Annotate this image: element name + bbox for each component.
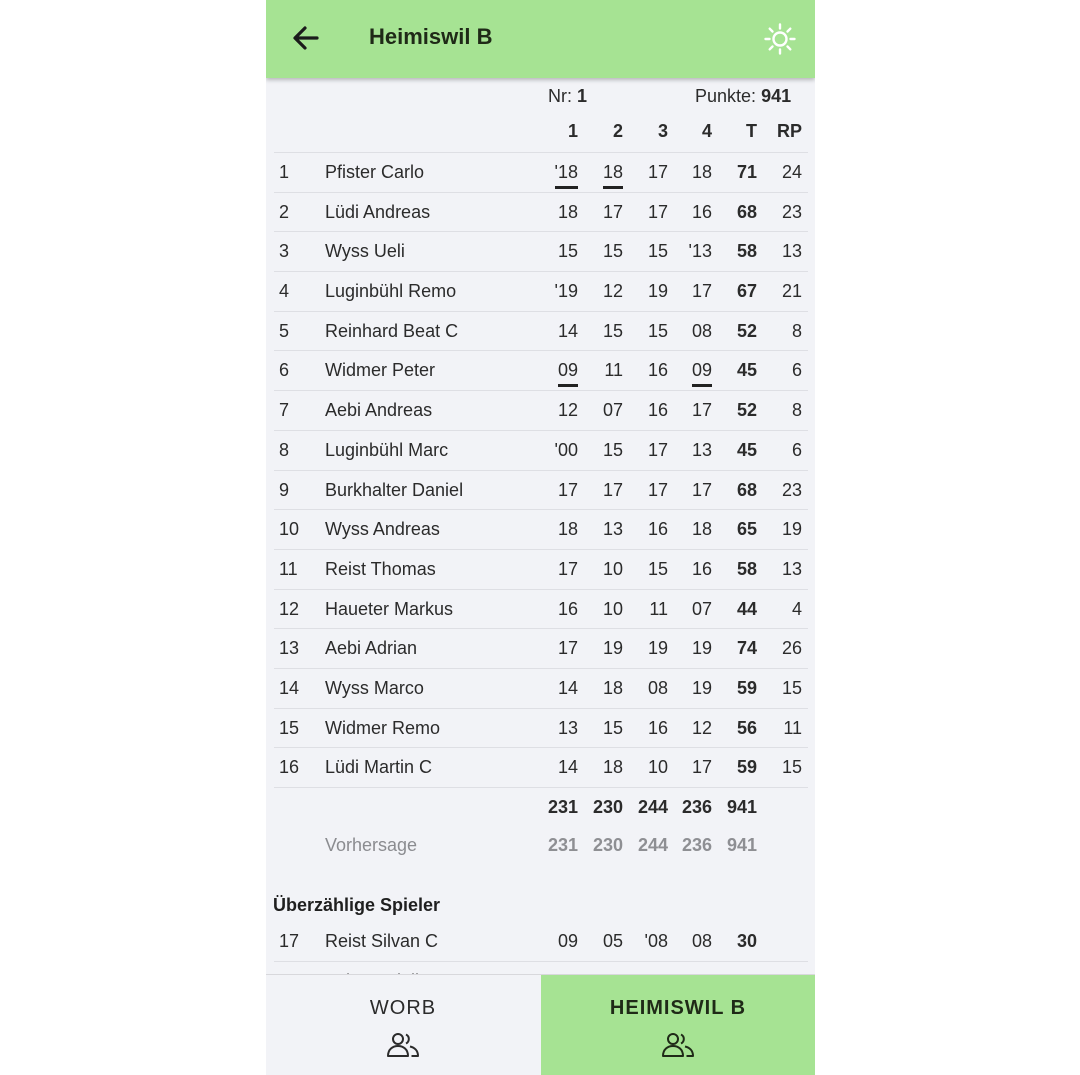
player-name: Aebi Adrian bbox=[325, 638, 418, 659]
score-total: 58 bbox=[736, 241, 757, 262]
score-rp: 15 bbox=[781, 757, 802, 778]
score-rp: 8 bbox=[791, 320, 802, 341]
player-name: Reinhard Beat C bbox=[325, 320, 459, 341]
score-2 bbox=[593, 153, 623, 191]
score-1: 13 bbox=[557, 717, 578, 738]
phone-screen bbox=[266, 0, 815, 1075]
brightness-icon[interactable] bbox=[763, 22, 797, 56]
player-row[interactable] bbox=[274, 271, 808, 311]
score-3: 10 bbox=[647, 757, 668, 778]
score-3: 17 bbox=[647, 479, 668, 500]
player-rank: 13 bbox=[279, 638, 300, 659]
bottom-navigation bbox=[266, 974, 815, 1075]
score-3: 16 bbox=[647, 400, 668, 421]
back-arrow-icon[interactable] bbox=[288, 20, 324, 56]
player-rank: 5 bbox=[279, 320, 290, 341]
score-4: 18 bbox=[691, 162, 712, 182]
score-4: 17 bbox=[691, 479, 712, 500]
score-1: 17 bbox=[557, 558, 578, 579]
score-total: 52 bbox=[736, 320, 757, 341]
score-total: 45 bbox=[736, 360, 757, 381]
score-3: 08 bbox=[647, 677, 668, 698]
score-total: 52 bbox=[736, 400, 757, 421]
team-number: Nr: 1 bbox=[548, 86, 588, 106]
score-2: 15 bbox=[602, 717, 623, 738]
underlined-score: 18 bbox=[603, 159, 623, 189]
score-4: '13 bbox=[688, 241, 712, 262]
score-total: 59 bbox=[736, 677, 757, 698]
player-name: Luginbühl Marc bbox=[325, 439, 449, 460]
score-3: 17 bbox=[647, 201, 668, 222]
score-2: 13 bbox=[602, 519, 623, 540]
score-4: 16 bbox=[691, 558, 712, 579]
totals-row bbox=[274, 787, 808, 826]
score-1: 16 bbox=[557, 598, 578, 619]
player-name: Reist Silvan C bbox=[325, 931, 439, 951]
score-4 bbox=[682, 351, 712, 389]
score-4: 17 bbox=[691, 757, 712, 778]
total-s2: 230 bbox=[593, 797, 624, 817]
column-header: 3 bbox=[657, 121, 668, 141]
score-3: 19 bbox=[647, 638, 668, 659]
player-rank: 11 bbox=[279, 558, 298, 579]
player-list bbox=[266, 152, 815, 1000]
score-rp: 26 bbox=[781, 638, 802, 659]
score-4: 17 bbox=[691, 281, 712, 302]
score-table bbox=[266, 78, 815, 974]
score-2: 15 bbox=[602, 439, 623, 460]
score-2: 05 bbox=[602, 931, 623, 951]
score-3: 17 bbox=[647, 439, 668, 460]
score-3: 19 bbox=[647, 281, 668, 302]
score-1: 12 bbox=[557, 400, 578, 421]
underlined-score: 09 bbox=[558, 357, 578, 387]
group-icon bbox=[385, 1031, 421, 1059]
player-rank: 4 bbox=[279, 281, 290, 302]
score-total: 56 bbox=[736, 717, 757, 738]
score-3: 15 bbox=[647, 558, 668, 579]
forecast-s3: 244 bbox=[638, 835, 669, 855]
score-1: 14 bbox=[557, 677, 578, 698]
player-name: Luginbühl Remo bbox=[325, 281, 457, 302]
score-1: 17 bbox=[557, 638, 578, 659]
player-rank: 8 bbox=[279, 439, 290, 460]
score-total: 67 bbox=[736, 281, 757, 302]
player-name: Reist Thomas bbox=[325, 558, 436, 579]
player-rank: 10 bbox=[279, 519, 300, 540]
score-total: 71 bbox=[736, 162, 757, 182]
score-3: '08 bbox=[644, 931, 668, 951]
player-row[interactable] bbox=[274, 470, 808, 510]
score-4: 19 bbox=[691, 638, 712, 659]
player-name: Aebi Andreas bbox=[325, 400, 433, 421]
player-row[interactable] bbox=[274, 509, 808, 549]
column-header: 2 bbox=[612, 121, 623, 141]
underlined-score: '18 bbox=[555, 159, 578, 189]
player-row[interactable] bbox=[274, 708, 808, 748]
player-name: Wyss Ueli bbox=[325, 241, 405, 262]
group-icon bbox=[660, 1031, 696, 1059]
total-s4: 236 bbox=[682, 797, 713, 817]
score-2: 12 bbox=[602, 281, 623, 302]
score-4: 07 bbox=[691, 598, 712, 619]
score-2: 10 bbox=[602, 598, 623, 619]
score-rp: 6 bbox=[791, 439, 802, 460]
player-row[interactable] bbox=[274, 589, 808, 629]
player-name: Pfister Carlo bbox=[325, 162, 425, 182]
player-rank: 7 bbox=[279, 400, 290, 421]
column-headers bbox=[266, 121, 815, 147]
player-name: Widmer Remo bbox=[325, 717, 441, 738]
player-row[interactable] bbox=[274, 390, 808, 430]
score-1: 18 bbox=[557, 519, 578, 540]
score-rp: 11 bbox=[783, 717, 802, 738]
score-rp: 24 bbox=[781, 162, 802, 182]
player-rank: 15 bbox=[279, 717, 300, 738]
score-1 bbox=[548, 351, 578, 389]
score-total: 58 bbox=[736, 558, 757, 579]
forecast-s2: 230 bbox=[593, 835, 624, 855]
score-2: 17 bbox=[602, 201, 623, 222]
score-rp: 13 bbox=[781, 241, 802, 262]
score-rp: 19 bbox=[781, 519, 802, 540]
player-rank: 3 bbox=[279, 241, 290, 262]
player-row[interactable] bbox=[274, 747, 808, 787]
player-rank: 12 bbox=[279, 598, 300, 619]
score-1: 09 bbox=[557, 931, 578, 951]
score-2: 19 bbox=[602, 638, 623, 659]
score-1: 18 bbox=[557, 201, 578, 222]
score-rp: 4 bbox=[791, 598, 802, 619]
player-name: Wyss Marco bbox=[325, 677, 424, 698]
score-4: 19 bbox=[691, 677, 712, 698]
team-points: Punkte: 941 bbox=[695, 86, 792, 106]
score-3: 17 bbox=[647, 162, 668, 182]
score-2: 18 bbox=[602, 757, 623, 778]
score-4: 16 bbox=[691, 201, 712, 222]
player-name: Haueter Markus bbox=[325, 598, 454, 619]
score-3: 16 bbox=[647, 519, 668, 540]
player-rank: 17 bbox=[279, 931, 300, 951]
score-2: 10 bbox=[602, 558, 623, 579]
score-total: 65 bbox=[736, 519, 757, 540]
page-title: Heimiswil B bbox=[369, 24, 493, 49]
score-rp: 15 bbox=[781, 677, 802, 698]
player-rank: 6 bbox=[279, 360, 290, 381]
score-4: 17 bbox=[691, 400, 712, 421]
player-rank: 2 bbox=[279, 201, 290, 222]
score-4: 08 bbox=[691, 320, 712, 341]
score-total: 44 bbox=[736, 598, 757, 619]
player-row[interactable] bbox=[274, 152, 808, 192]
tab-heimiswil-b[interactable] bbox=[541, 975, 815, 1075]
player-name: Lüdi Martin C bbox=[325, 757, 433, 778]
score-1: 14 bbox=[557, 320, 578, 341]
score-1: 15 bbox=[557, 241, 578, 262]
forecast-s1: 231 bbox=[548, 835, 579, 855]
score-total: 45 bbox=[736, 439, 757, 460]
score-rp: 23 bbox=[781, 479, 802, 500]
player-row[interactable] bbox=[274, 549, 808, 589]
player-name: Burkhalter Daniel bbox=[325, 479, 464, 500]
player-row[interactable] bbox=[274, 922, 808, 961]
player-row[interactable] bbox=[274, 628, 808, 668]
total-t: 941 bbox=[726, 797, 757, 817]
score-total: 74 bbox=[736, 638, 757, 659]
score-4: 08 bbox=[691, 931, 712, 951]
score-rp: 23 bbox=[781, 201, 802, 222]
player-name: Widmer Peter bbox=[325, 360, 436, 381]
score-2: 07 bbox=[602, 400, 623, 421]
app-bar bbox=[266, 0, 815, 78]
score-2: 15 bbox=[602, 241, 623, 262]
player-row[interactable] bbox=[274, 192, 808, 232]
score-4: 18 bbox=[691, 519, 712, 540]
player-rank: 16 bbox=[279, 757, 300, 778]
column-header: 4 bbox=[701, 121, 712, 141]
score-total: 59 bbox=[736, 757, 757, 778]
score-rp: 6 bbox=[791, 360, 802, 381]
player-row[interactable] bbox=[274, 311, 808, 351]
forecast-label: Vorhersage bbox=[325, 835, 418, 855]
score-2: 15 bbox=[602, 320, 623, 341]
total-s3: 244 bbox=[638, 797, 669, 817]
player-row[interactable] bbox=[274, 350, 808, 390]
column-header: T bbox=[746, 121, 757, 141]
score-rp: 13 bbox=[781, 558, 802, 579]
score-1: 14 bbox=[557, 757, 578, 778]
extra-players-heading: Überzählige Spieler bbox=[273, 895, 441, 915]
score-3: 15 bbox=[647, 320, 668, 341]
player-row[interactable] bbox=[274, 668, 808, 708]
score-2: 18 bbox=[602, 677, 623, 698]
total-s1: 231 bbox=[548, 797, 579, 817]
score-3: 11 bbox=[649, 598, 668, 619]
score-1: '00 bbox=[554, 439, 578, 460]
score-1: 17 bbox=[557, 479, 578, 500]
score-total: 68 bbox=[736, 201, 757, 222]
player-rank: 14 bbox=[279, 677, 300, 698]
tab-label: HEIMISWIL B bbox=[609, 997, 747, 1019]
score-4: 12 bbox=[691, 717, 712, 738]
player-name: Wyss Andreas bbox=[325, 519, 440, 540]
score-rp: 8 bbox=[791, 400, 802, 421]
column-header: RP bbox=[776, 121, 802, 141]
player-rank: 9 bbox=[279, 479, 290, 500]
score-1: '19 bbox=[554, 281, 578, 302]
forecast-t: 941 bbox=[726, 835, 757, 855]
player-row[interactable] bbox=[274, 430, 808, 470]
score-2: 11 bbox=[604, 360, 623, 381]
forecast-row bbox=[274, 826, 808, 864]
player-rank: 1 bbox=[279, 162, 290, 182]
score-3: 16 bbox=[647, 717, 668, 738]
score-total: 68 bbox=[736, 479, 757, 500]
tab-label: WORB bbox=[369, 997, 437, 1019]
score-1 bbox=[548, 153, 578, 191]
player-row[interactable] bbox=[274, 231, 808, 271]
column-header: 1 bbox=[567, 121, 578, 141]
score-rp: 21 bbox=[781, 281, 802, 302]
tab-worb[interactable] bbox=[266, 975, 540, 1075]
score-2: 17 bbox=[602, 479, 623, 500]
score-3: 16 bbox=[647, 360, 668, 381]
forecast-s4: 236 bbox=[682, 835, 713, 855]
player-name: Lüdi Andreas bbox=[325, 201, 431, 222]
score-total: 30 bbox=[736, 931, 757, 951]
score-4: 13 bbox=[691, 439, 712, 460]
score-3: 15 bbox=[647, 241, 668, 262]
underlined-score: 09 bbox=[692, 357, 712, 387]
